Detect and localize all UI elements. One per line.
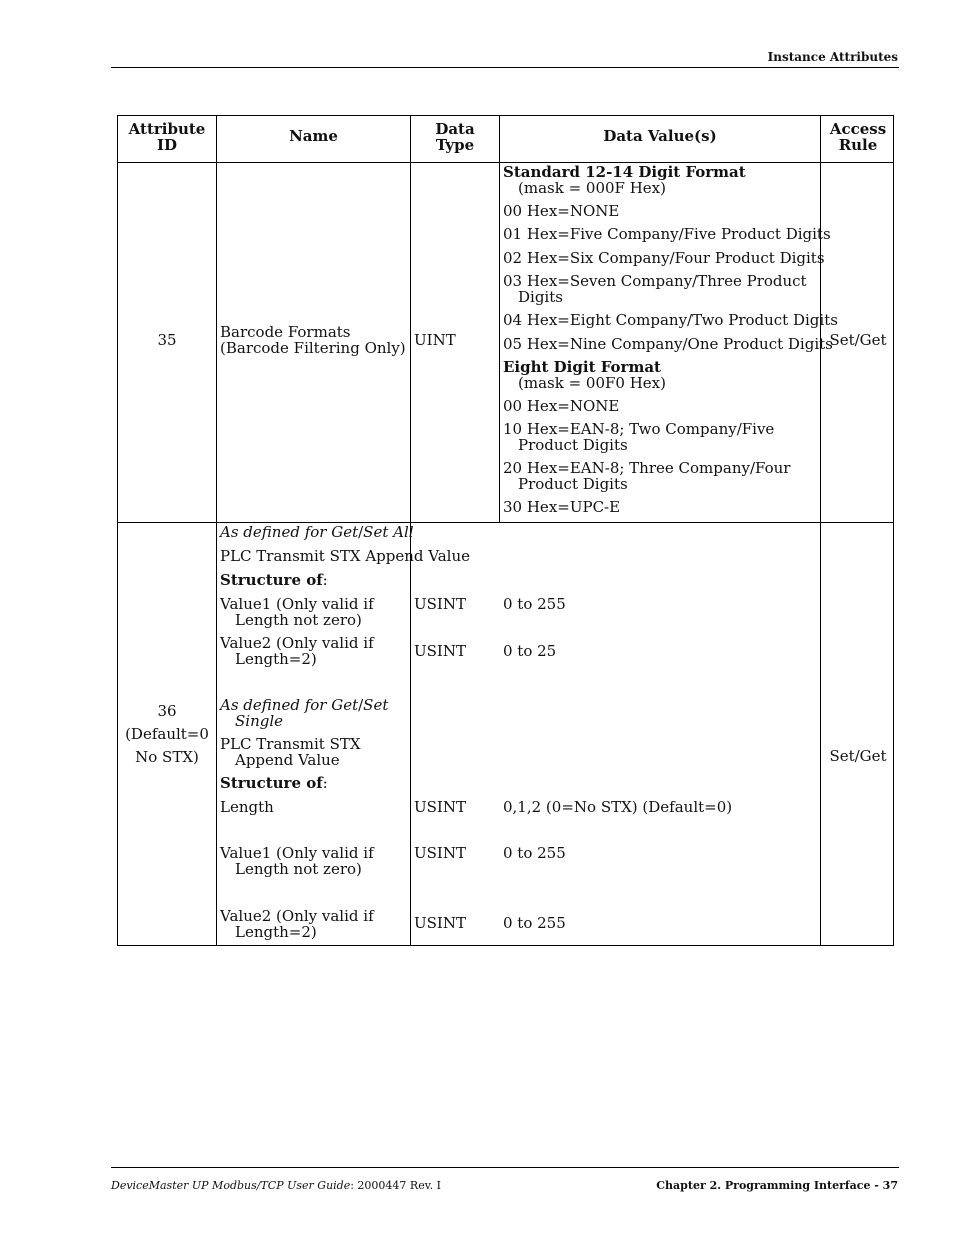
data-type: USINT [414, 798, 466, 816]
attribute-name: PLC Transmit STX Append Value [220, 547, 470, 565]
value-line: 04 Hex=Eight Company/Two Product Digits [503, 311, 838, 329]
value-line: Eight Digit Format [503, 358, 661, 376]
structure-label: Structure of: [220, 571, 328, 589]
data-value: 0,1,2 (0=No STX) (Default=0) [503, 798, 733, 816]
data-type: USINT [414, 914, 466, 932]
value-line: 00 Hex=NONE [503, 397, 620, 415]
access-rule: Set/Get [829, 331, 887, 349]
field-name: Length [220, 798, 274, 816]
footer-document-title: DeviceMaster UP Modbus/TCP User Guide: 2000447 Rev. I [111, 1179, 441, 1192]
header-rule [111, 67, 899, 68]
attribute-id: 35 [157, 331, 177, 349]
attribute-name: Barcode Formats (Barcode Filtering Only) [220, 323, 406, 357]
attribute-name: PLC Transmit STX Append Value [220, 735, 361, 769]
access-rule: Set/Get [829, 747, 887, 765]
value-line: 30 Hex=UPC-E [503, 498, 621, 516]
data-type: USINT [414, 595, 466, 613]
definition-note: As defined for Get/Set Single [220, 696, 389, 730]
col-header-data-type: Data Type [435, 120, 475, 154]
value-line: 01 Hex=Five Company/Five Product Digits [503, 225, 831, 243]
value-line: (mask = 000F Hex) [518, 179, 666, 197]
data-type: USINT [414, 844, 466, 862]
data-value: 0 to 255 [503, 914, 566, 932]
col-divider [499, 116, 500, 523]
col-header-attribute-id: Attribute ID [128, 120, 206, 154]
value-line: 00 Hex=NONE [503, 202, 620, 220]
attribute-table [117, 115, 894, 946]
definition-note: As defined for Get/Set All [220, 523, 414, 541]
running-header: Instance Attributes [767, 50, 898, 64]
data-type: USINT [414, 642, 466, 660]
col-header-data-values: Data Value(s) [603, 127, 717, 145]
data-value: 0 to 255 [503, 595, 566, 613]
value-line: Standard 12-14 Digit Format [503, 163, 746, 181]
field-name: Value2 (Only valid if Length=2) [220, 634, 374, 668]
value-line: Product Digits [518, 436, 628, 454]
structure-label: Structure of: [220, 774, 328, 792]
value-line: Digits [518, 288, 563, 306]
footer-chapter-page: Chapter 2. Programming Interface - 37 [656, 1179, 898, 1192]
col-header-name: Name [289, 127, 338, 145]
field-name: Value1 (Only valid if Length not zero) [220, 595, 374, 629]
attribute-id: 36 (Default=0 No STX) [125, 702, 209, 766]
field-name: Value2 (Only valid if Length=2) [220, 907, 374, 941]
value-line: 10 Hex=EAN-8; Two Company/Five [503, 420, 775, 438]
value-line: Product Digits [518, 475, 628, 493]
value-line: 20 Hex=EAN-8; Three Company/Four [503, 459, 791, 477]
col-divider [410, 572, 411, 946]
field-name: Value1 (Only valid if Length not zero) [220, 844, 374, 878]
col-divider [410, 116, 411, 572]
value-line: 03 Hex=Seven Company/Three Product [503, 272, 807, 290]
data-value: 0 to 25 [503, 642, 557, 660]
value-line: (mask = 00F0 Hex) [518, 374, 666, 392]
value-line: 05 Hex=Nine Company/One Product Digits [503, 335, 833, 353]
value-line: 02 Hex=Six Company/Four Product Digits [503, 249, 825, 267]
data-type: UINT [414, 331, 456, 349]
col-divider [216, 116, 217, 946]
footer-rule [111, 1167, 899, 1168]
col-header-access-rule: Access Rule [829, 120, 887, 154]
data-value: 0 to 255 [503, 844, 566, 862]
